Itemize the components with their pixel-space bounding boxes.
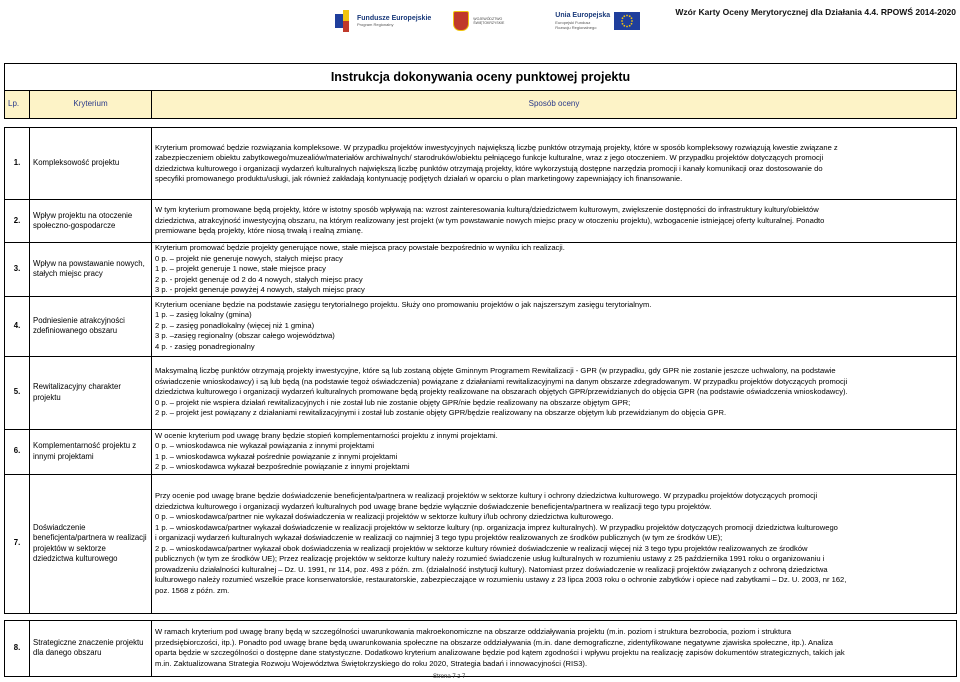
description-line: 3 p. –zasięg regionalny (obszar całego województwa)	[155, 331, 335, 341]
criterion-description	[152, 620, 957, 676]
description-line: 3 p. - projekt generuje powyżej 4 nowych, stałych miejsc pracy	[155, 285, 365, 294]
description-line: 2 p. – zasięg ponadlokalny (więcej niż 1 gmina)	[155, 320, 315, 330]
description-line: 0 p. – projekt nie generuje nowych, stałych miejsc pracy	[155, 253, 343, 263]
column-header-sposob: Sposób oceny	[152, 91, 957, 119]
description-line: W tym kryterium promowane będą projekty, które w istotny sposób wpływają na: wzrost zainteresowania kulturą/dziedzictwem kulturowym, zwiększenie dostępności do infrastruktury kultury/obiektów	[155, 205, 819, 215]
logo-fundusze-europejskie	[335, 10, 431, 32]
description-line: dziedzictwa kulturowego i organizacji wydarzeń kulturalnych pod uwagę brane będzie wyłącznie doświadczenie beneficjenta/partnera w realizacji tego typu projektów.	[155, 501, 712, 511]
eu-flag-icon	[614, 12, 640, 30]
row-number: 3.	[5, 243, 30, 297]
description-line: oparta będzie w szczególności o dostępne dane statystyczne. Dodatkowo kryterium analizowane będzie pod kątem zgodności i wpływu projektu na realizację zapisów dokumentów strategicznych, takich jak	[155, 648, 845, 657]
table-row	[5, 296, 957, 356]
page-title: Instrukcja dokonywania oceny punktowej projektu	[5, 64, 957, 91]
table-row	[5, 356, 957, 429]
criterion-description	[152, 356, 957, 429]
logo-ue-sub1: Europejski Fundusz	[555, 20, 591, 25]
logo-fe-sub: Program Regionalny	[357, 22, 394, 27]
table-row	[5, 200, 957, 243]
table-row	[5, 474, 957, 613]
criterion-description	[152, 474, 957, 613]
description-line: przedsiębiorczości, itp.). Ponadto pod uwagę brane będą uwarunkowania społeczne na obszarze oddziaływania (m.in. dane demograficzne, zidentyfikowane negatywne zjawiska społeczne, itp.). Analiza	[155, 637, 833, 647]
document-header-title: Wzór Karty Oceny Merytorycznej dla Działania 4.4. RPOWŚ 2014-2020	[675, 7, 956, 17]
criterion-name: Wpływ na powstawanie nowych, stałych miejsc pracy	[30, 243, 152, 297]
criterion-description	[152, 200, 957, 243]
description-line: poz. 1568 z późn. zm.	[155, 585, 230, 595]
page-footer: Strona 7 z 7	[433, 674, 466, 680]
criterion-name: Komplementarność projektu z innymi projektami	[30, 429, 152, 474]
criterion-name: Kompleksowość projektu	[30, 128, 152, 200]
criterion-description	[152, 128, 957, 200]
criterion-name: Strategiczne znaczenie projektu dla danego obszaru	[30, 620, 152, 676]
row-number: 8.	[5, 620, 30, 676]
description-line: Przy ocenie pod uwagę brane będzie doświadczenie beneficjenta/partnera w realizacji projektów w sektorze kultury i ochrony dziedzictwa kulturowego. W przypadku projektów dotyczących promocji	[155, 491, 818, 500]
description-line: 1 p. – zasięg lokalny (gmina)	[155, 310, 252, 320]
table-row	[5, 128, 957, 200]
description-line: premiowane będą projekty, które niosą trwałą i realną zmianę.	[155, 226, 363, 236]
criterion-name: Wpływ projektu na otoczenie społeczno-gospodarcze	[30, 200, 152, 243]
table-row	[5, 620, 957, 676]
table-row	[5, 429, 957, 474]
description-line: Kryterium oceniane będzie na podstawie zasięgu terytorialnego projektu. Służy ono promowaniu projektów o jak najszerszym zasięgu terytorialnym.	[155, 299, 652, 309]
description-line: m.in. Zaktualizowana Strategia Rozwoju Województwa Świętokrzyskiego do roku 2020, Strategia badań i innowacyjności (RIS3).	[155, 658, 588, 668]
description-line: i organizacji wydarzeń kulturalnych wykazał doświadczenie w realizacji co najmniej 3 tego typu projektów realizowanych ze środków publicznych (w tym ze środków UE);	[155, 533, 723, 542]
description-line: 4 p. - zasięg ponadregionalny	[155, 341, 255, 351]
description-line: Kryterium promować będzie projekty generujące nowe, stałe miejsca pracy powstałe bezpośrednio w wyniku ich realizacji.	[155, 243, 565, 252]
description-line: specyfiki promowanego produktu/usługi, jak również zakładają kontynuację podjętych działań w oparciu o plan marketingowy zapewniający ich finansowanie.	[155, 174, 683, 183]
description-line: 2 p. – wnioskodawca wykazał bezpośrednie powiązanie z innymi projektami	[155, 462, 410, 471]
description-line: zabezpieczeniem obiektu zabytkowego/muzealiów/materiałów archiwalnych/ starodruków/obiektu pełniącego funkcje kulturalne, wraz z jego otoczeniem. W przypadku projektów dotyczących promocji	[155, 153, 824, 162]
criterion-name: Rewitalizacyjny charakter projektu	[30, 356, 152, 429]
description-line: 1 p. – wnioskodawca/partner wykazał doświadczenie w realizacji projektów w sektorze kultury (np. organizacja imprez kulturalnych). W przypadku projektów dotyczących promocji dziedzictwa kulturowego	[155, 522, 838, 532]
description-line: 0 p. – projekt nie wspiera działań rewitalizacyjnych i nie został lub nie zostanie objęty GPR/nie będzie realizowany na obszarze objętym GPR;	[155, 397, 631, 407]
criterion-description	[152, 243, 957, 297]
description-line: 2 p. – projekt jest powiązany z działaniami rewitalizacyjnymi i został lub zostanie objęty GPR/będzie realizowany na obszarze objętym lub przewidzianym do objęcia GPR.	[155, 408, 727, 418]
row-number: 7.	[5, 474, 30, 613]
evaluation-table	[4, 63, 957, 677]
description-line: 1 p. – wnioskodawca wykazał pośrednie powiązanie z innymi projektami	[155, 451, 398, 461]
logo-wojewodztwo	[453, 11, 533, 31]
row-number: 5.	[5, 356, 30, 429]
description-line: W ocenie kryterium pod uwagę brany będzie stopień komplementarności projektu z innymi projektami.	[155, 430, 498, 440]
description-line: Kryterium promować będzie rozwiązania kompleksowe. W przypadku projektów inwestycyjnych największą liczbę punktów otrzymają projekty, które w sposób kompleksowy rozwiązują kwestie związane z	[155, 142, 838, 152]
description-line: W ramach kryterium pod uwagę brany będą w szczególności uwarunkowania makroekonomiczne na obszarze oddziaływania projektu (m.in. poziom i struktura bezrobocia, poziom i struktura	[155, 627, 792, 636]
row-number: 2.	[5, 200, 30, 243]
crest-icon	[453, 11, 469, 31]
criterion-description	[152, 429, 957, 474]
description-line: 2 p. - projekt generuje od 2 do 4 nowych, stałych miejsc pracy	[155, 274, 363, 284]
description-line: 0 p. – wnioskodawca/partner nie wykazał doświadczenia w realizacji projektów w sektorze kultury i/lub ochrony dziedzictwa kulturowego.	[155, 512, 614, 521]
description-line: Maksymalną liczbę punktów otrzymają projekty inwestycyjne, które są lub zostaną objęte Gminnym Programem Rewitalizacji - GPR (w przypadku, gdy GPR nie zostanie jeszcze uchwalony, na podstawie	[155, 366, 836, 376]
column-header-kryterium: Kryterium	[30, 91, 152, 119]
logo-unia-europejska	[555, 12, 640, 30]
row-number: 1.	[5, 128, 30, 200]
criterion-description	[152, 296, 957, 356]
description-line: dziedzictwa kulturowego i organizacji wydarzeń kulturalnych największą liczbę punktów otrzymają projekty, które wykorzystują dostępne narzędzia promocji i kanały komunikacji oraz dostosowanie do	[155, 163, 823, 173]
table-header-row	[5, 91, 957, 119]
header-logos	[335, 8, 662, 34]
description-line: oświadczenie wnioskodawcy) i są lub będą (na podstawie tegoż oświadczenia) powiązane z działaniami rewitalizacyjnymi na danym obszarze zdegradowanym. W przypadku projektów dotyczących promocji	[155, 376, 848, 386]
fe-star-icon	[335, 10, 353, 32]
criterion-name: Podniesienie atrakcyjności zdefiniowanego obszaru	[30, 296, 152, 356]
logo-woj-text: WOJEWÓDZTWO ŚWIĘTOKRZYSKIE	[473, 16, 505, 25]
logo-fe-title: Fundusze Europejskie	[357, 15, 432, 22]
table-row	[5, 243, 957, 297]
description-line: kulturowego należy rozumieć wszelkie prace konserwatorskie, restauratorskie, zabezpieczające w rozumieniu ustawy z 23 lipca 2003 roku o ochronie zabytków i opiece nad zabytkami – Dz. U. 2003, nr 162,	[155, 575, 847, 584]
description-line: dziedzictwa, atrakcyjność inwestycyjną obszaru, na którym realizowany jest projekt (w tym powstawanie nowych miejsc pracy w otoczeniu projektu), wzbogacenie istniejącej oferty kulturalnej. Ponadto	[155, 215, 825, 225]
logo-ue-sub2: Rozwoju Regionalnego	[555, 25, 597, 30]
description-line: 1 p. – projekt generuje 1 nowe, stałe miejsce pracy	[155, 264, 326, 273]
description-line: prowadzeniu działalności kulturalnej – Dz. U. 1991, nr 114, poz. 493 z późn. zm. (działalność instytucji kultury). Natomiast przez doświadczenie w realizacji projektów związanych z ochroną dziedzictwa	[155, 564, 828, 574]
description-line: publicznych (w tym ze środków UE); Przez realizację projektów w sektorze kultury należy rozumieć świadczenie usług kulturalnych w rozumieniu ustawy z 25 października 1991 roku o organizowaniu i	[155, 554, 825, 563]
column-header-lp: Lp.	[5, 91, 30, 119]
row-number: 4.	[5, 296, 30, 356]
description-line: dziedzictwa kulturowego i organizacji wydarzeń kulturalnych promowane będą projekty realizowane na obszarach objętych GPR/przewidzianych do objęcia GPR (na podstawie oświadczenia wnioskodawcy).	[155, 387, 848, 397]
criterion-name: Doświadczenie beneficjenta/partnera w realizacji projektów w sektorze dziedzictwa kulturowego	[30, 474, 152, 613]
description-line: 0 p. – wnioskodawca nie wykazał powiązania z innymi projektami	[155, 441, 375, 450]
row-number: 6.	[5, 429, 30, 474]
description-line: 2 p. – wnioskodawca/partner wykazał obok doświadczenia w realizacji projektów w sektorze kultury również doświadczenie w realizacji więcej niż 3 tego typu projektów realizowanych ze środków	[155, 543, 808, 553]
logo-ue-title: Unia Europejska	[555, 12, 611, 19]
